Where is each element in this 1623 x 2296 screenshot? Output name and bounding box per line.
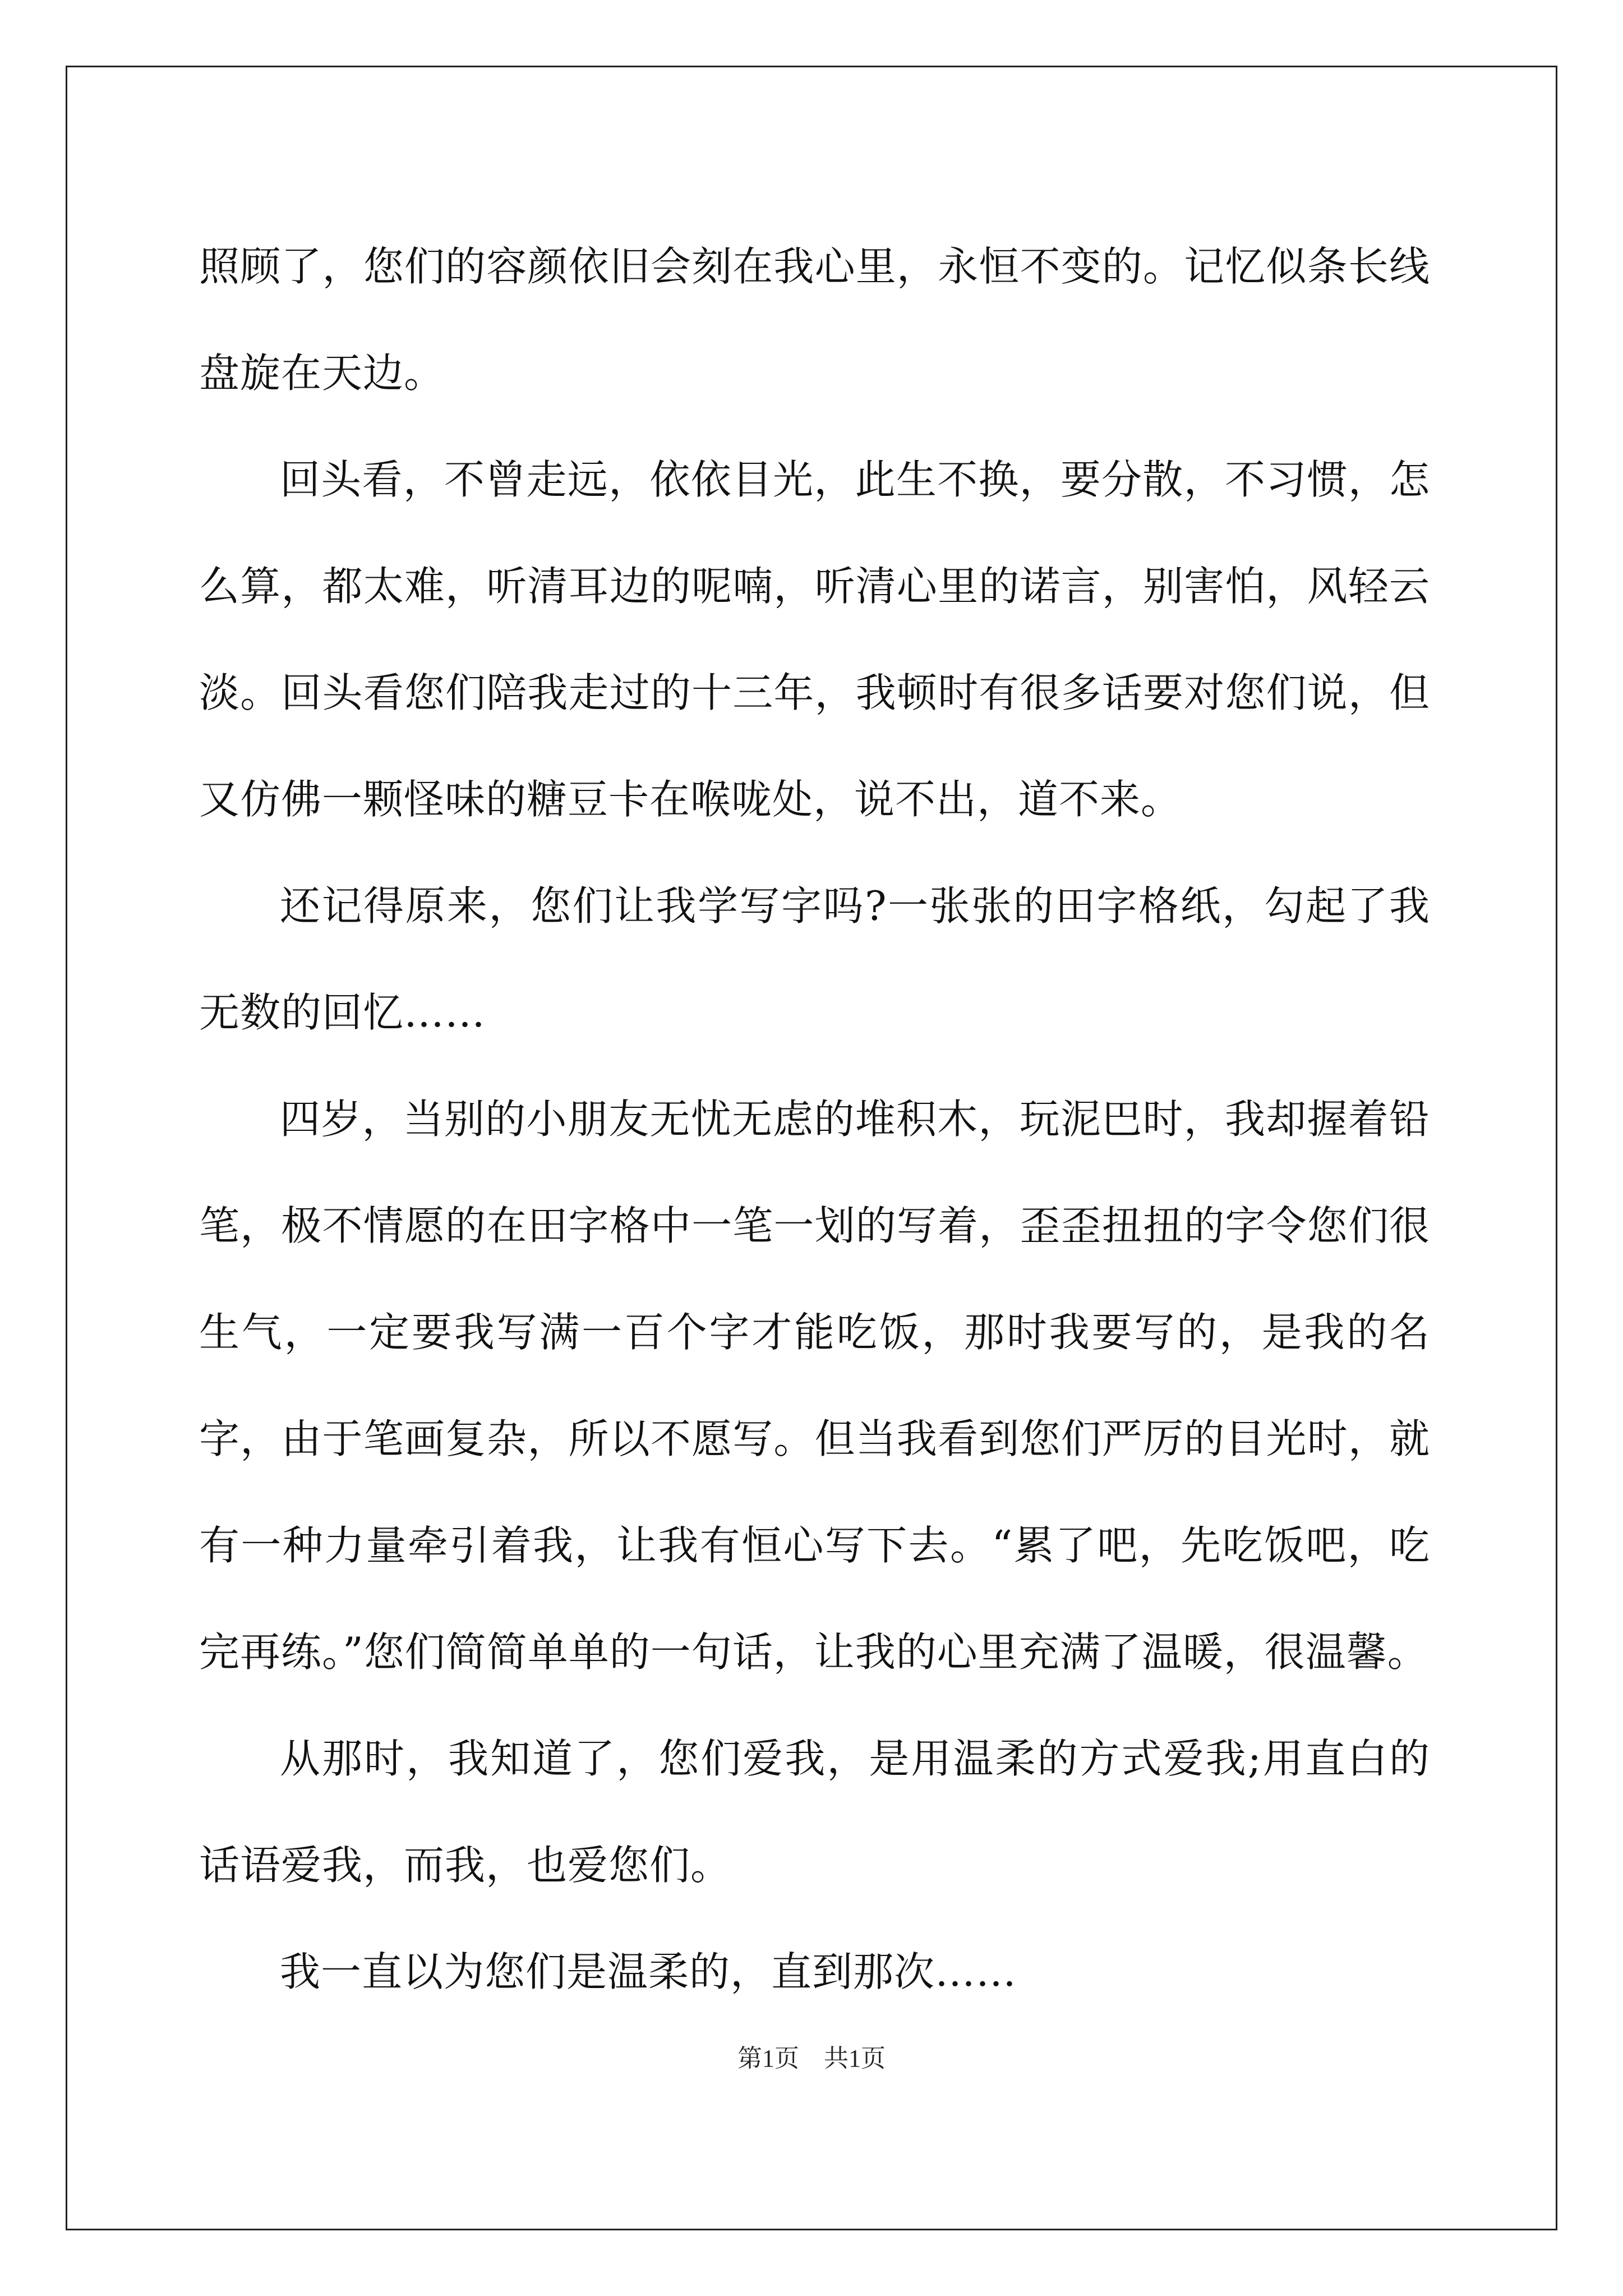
paragraph: 还记得原来，您们让我学写字吗?一张张的田字格纸，勾起了我无数的回忆……	[199, 882, 1430, 1036]
page-footer: 第1页 共1页	[737, 2045, 886, 2072]
paragraph: 四岁，当别的小朋友无忧无虑的堆积木，玩泥巴时，我却握着铅笔，极不情愿的在田字格中一笔一划的写着，歪歪扭扭的字令您们很生气，一定要我写满一百个字才能吃饭，那时我要写的，是我的名字，由于笔画复杂，所以不愿写。但当我看到您们严厉的目光时，就有一种力量牵引着我，让我有恒心写下去。“累了吧，先吃饭吧，吃完再练。”您们简简单单的一句话，让我的心里充满了温暖，很温馨。	[199, 1096, 1430, 1676]
paragraph: 回头看，不曾走远，依依目光，此生不换，要分散，不习惯，怎么算，都太难，听清耳边的呢喃，听清心里的诺言，别害怕，风轻云淡。回头看您们陪我走过的十三年，我顿时有很多话要对您们说，但又仿佛一颗怪味的糖豆卡在喉咙处，说不出，道不来。	[199, 456, 1430, 823]
paragraph: 从那时，我知道了，您们爱我，是用温柔的方式爱我;用直白的话语爱我，而我，也爱您们。	[199, 1735, 1430, 1889]
paragraph: 我一直以为您们是温柔的，直到那次……	[280, 1948, 1017, 1995]
paragraph: 照顾了，您们的容颜依旧会刻在我心里，永恒不变的。记忆似条长线盘旋在天边。	[199, 243, 1430, 397]
document-body	[199, 213, 1430, 2025]
